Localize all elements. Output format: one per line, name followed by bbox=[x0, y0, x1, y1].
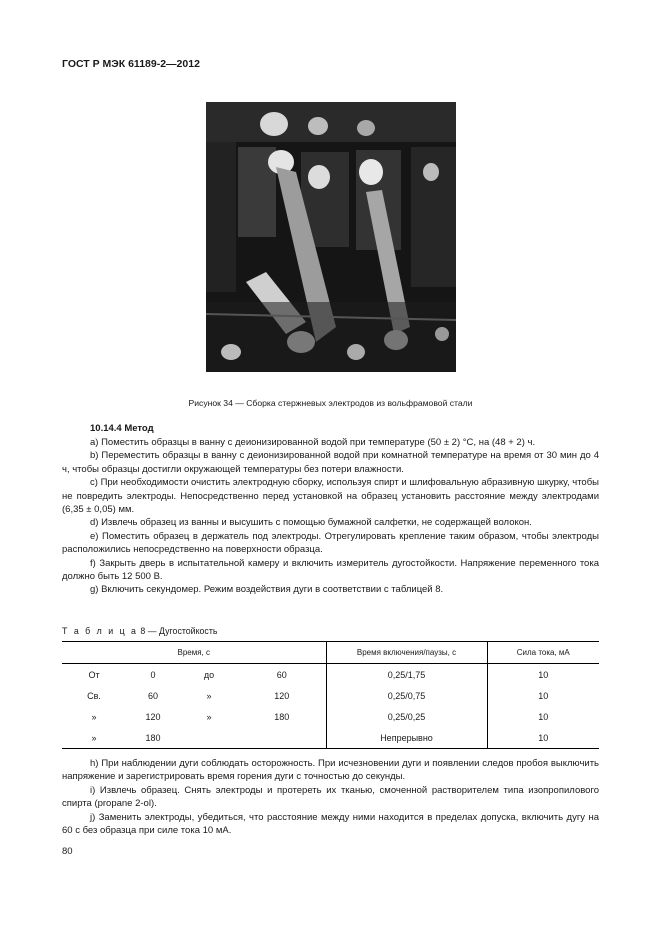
table-title bbox=[62, 626, 217, 636]
step-e: е) Поместить образец в держатель под электроды. Отрегулировать крепление таким образом, чтобы электроды расположились непосредственно на поверхности образца. bbox=[62, 530, 599, 556]
step-f: f) Закрыть дверь в испытательной камеру и включить измеритель дугостойкости. Напряжение переменного тока должно быть 12 500 В. bbox=[62, 557, 599, 583]
cell-to: 60 bbox=[276, 669, 287, 680]
cell-to: 120 bbox=[274, 690, 290, 701]
step-c: с) При необходимости очистить электродную сборку, используя спирт и шлифовальную абразивную шкурку, чтобы не повредить электроды. Непосредственно перед установкой на образец установить расстояние между электродами (6,35 ± 0,05) мм. bbox=[62, 477, 599, 516]
table-row bbox=[62, 727, 599, 749]
electrode-photo-illustration bbox=[206, 102, 456, 372]
step-g: g) Включить секундомер. Режим воздействия дуги в соответствии с таблицей 8. bbox=[90, 584, 444, 596]
step-i: i) Извлечь образец. Снять электроды и протереть их тканью, смоченной растворителем типа изопропилового спирта (propane 2-ol). bbox=[62, 784, 599, 810]
step-a: a) Поместить образцы в ванну с деионизированной водой при температуре (50 ± 2) °С, на (48 + 2) ч. bbox=[90, 437, 536, 448]
cell-from: 180 bbox=[126, 727, 180, 749]
cell-on-off: 0,25/0,75 bbox=[326, 685, 487, 706]
cell-current: 10 bbox=[487, 727, 599, 749]
cell-prefix: От bbox=[88, 669, 100, 680]
cell-mid: до bbox=[203, 669, 215, 680]
table-label: Т а б л и ц а bbox=[62, 626, 138, 636]
cell-to bbox=[238, 727, 326, 749]
step-j: j) Заменить электроды, убедиться, что расстояние между ними находится в пределах допуска, включить дугу на 60 с без образца при силе тока 10 мА. bbox=[62, 811, 599, 837]
table-header-row bbox=[62, 642, 599, 664]
cell-mid: » bbox=[206, 690, 212, 701]
cell-on-off: Непрерывно bbox=[326, 727, 487, 749]
cell-from: 120 bbox=[145, 711, 161, 722]
table-row bbox=[62, 664, 599, 686]
section-heading: 10.14.4 Метод bbox=[90, 423, 154, 434]
cell-from: 0 bbox=[150, 669, 156, 680]
table-number: 8 — Дугостойкость bbox=[140, 626, 218, 636]
cell-mid: » bbox=[206, 711, 212, 722]
cell-current: 10 bbox=[487, 664, 599, 686]
table-row bbox=[62, 706, 599, 727]
cell-to: 180 bbox=[274, 711, 290, 722]
step-b: b) Переместить образцы в ванну с деионизированной водой при комнатной температуре на время от 30 мин до 4 ч, чтобы образцы достигли окружающей температуры без потери влажности. bbox=[62, 450, 599, 475]
step-h: h) При наблюдении дуги соблюдать осторожность. При исчезновении дуги и появлении следов пробоя выключить напряжение и зарегистрировать время горения дуги с точностью до секунды. bbox=[62, 758, 599, 783]
cell-prefix: » bbox=[91, 711, 97, 722]
cell-from: 60 bbox=[147, 690, 158, 701]
page-number: 80 bbox=[62, 846, 73, 857]
cell-prefix: » bbox=[62, 727, 126, 749]
header-current: Сила тока, мА bbox=[487, 642, 599, 664]
steps-h-to-j bbox=[62, 757, 599, 837]
cell-prefix: Св. bbox=[87, 690, 101, 701]
cell-mid bbox=[180, 727, 238, 749]
header-on-off: Время включения/паузы, с bbox=[326, 642, 487, 664]
cell-current: 10 bbox=[487, 685, 599, 706]
cell-on-off: 0,25/0,25 bbox=[326, 706, 487, 727]
cell-on-off: 0,25/1,75 bbox=[326, 664, 487, 686]
document-header: ГОСТ Р МЭК 61189-2—2012 bbox=[62, 58, 200, 70]
cell-current: 10 bbox=[487, 706, 599, 727]
electrode-assembly-photo bbox=[206, 102, 456, 372]
header-time: Время, с bbox=[62, 642, 326, 664]
table-row bbox=[62, 685, 599, 706]
figure-caption: Рисунок 34 — Сборка стержневых электродов из вольфрамовой стали bbox=[188, 398, 473, 408]
steps-a-to-g bbox=[62, 436, 599, 597]
arc-resistance-table bbox=[62, 641, 599, 749]
step-d: d) Извлечь образец из ванны и высушить с помощью бумажной салфетки, не содержащей волокон. bbox=[90, 517, 532, 529]
